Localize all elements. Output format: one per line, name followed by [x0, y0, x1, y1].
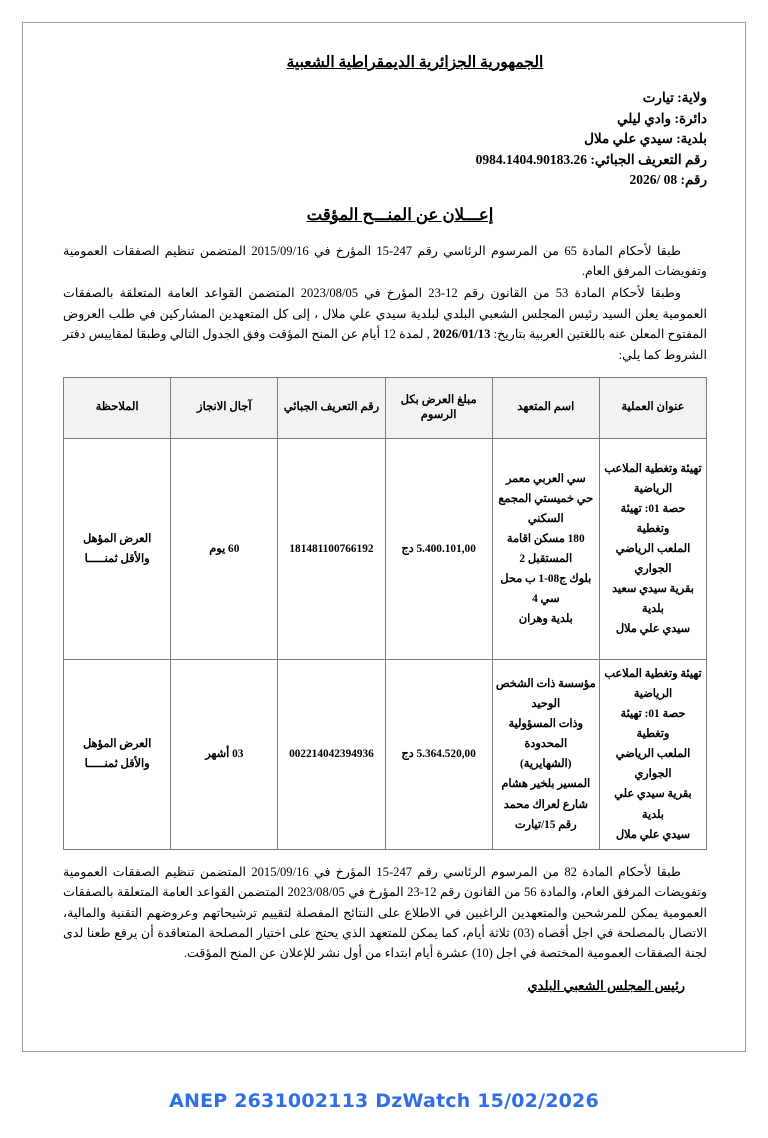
- cell-line: العرض المؤهل: [83, 738, 152, 751]
- cell-line: والأقل ثمنـــــا: [84, 552, 150, 565]
- cell-line: شارع لعراك محمد: [503, 798, 588, 811]
- cell-line: مؤسسة ذات الشخص الوحيد: [495, 677, 596, 711]
- intro-paragraph-2b: يعلن السيد رئيس المجلس الشعبي البلدي لبلدية سيدي علي ملال ، إلى كل المتعهدين المشاركين في طلب العروض المفتوح المعلن عنه باللغتين العربية بتاريخ:: [63, 306, 707, 342]
- wilaya-value: تيارت: [642, 90, 674, 105]
- tax-id-value: 0984.1404.90183.26: [475, 151, 588, 167]
- cell-line: المسير بلخير هشام: [501, 778, 591, 791]
- cell-line: بلوك ج08-1 ب محل سي 4: [500, 573, 592, 606]
- cell-line: سيدي علي ملال: [615, 623, 691, 636]
- cell-line: وذات المسؤولية المحدودة: [508, 718, 583, 751]
- daira-value: وادي ليلي: [616, 110, 672, 126]
- cell-line: حصة 01: تهيئة وتغطية: [620, 502, 686, 535]
- cell-bidder: [492, 438, 599, 659]
- cell-line: الرياضية: [633, 482, 673, 495]
- cell-line: سي العربي معمر: [505, 472, 586, 485]
- cell-line: بقرية سيدي علي بلدية: [614, 788, 692, 821]
- closing-paragraph: طبقا لأحكام المادة 82 من المرسوم الرئاسي رقم 247-15 المؤرخ في 2015/09/16 المتضمن تنظيم الصفقات العمومية وتفويضات المرفق العام، والمادة 56 من القانون رقم 12-23 المؤرخ في 2023/08/05 المتضمن القواعد العامة المتعلقة بالصفقات العمومية يمكن للمرشحين والمتعهدين الراغبين في الاطلاع على النتائج المفصلة لتقييم ترشيحاتهم وعروضهم التقنية والمالية، الاتصال بالمصلحة في اجل أقصاه (03) ثلاثة أيام، كما يمكن للمتعهد الذي يحتج على اختيار المصلحة المتعاقدة أن يرفع طعنا لدى لجنة الصفقات العمومية المختصة في اجل (10) عشرة أيام ابتداء من أول نشر للإعلان عن المنح المؤقت.: [63, 864, 707, 961]
- cell-operation: [599, 438, 706, 659]
- intro-paragraph-2: [63, 283, 707, 365]
- column-header-amount: مبلغ العرض بكل الرسوم: [385, 377, 492, 438]
- daira-line: [69, 109, 707, 130]
- number-line: [69, 170, 707, 191]
- document-body: [63, 39, 707, 994]
- baladia-line: [69, 129, 707, 150]
- cell-line: حي خميستي المجمع السكني: [498, 492, 594, 525]
- cell-operation: [599, 659, 706, 849]
- cell-note: [64, 438, 171, 659]
- cell-line: تهيئة وتغطية الملاعب: [604, 667, 702, 680]
- intro-paragraph-2a: وطبقا لأحكام المادة 53 من القانون رقم 12-23 المؤرخ في 2023/08/05 المتضمن القواعد العامة المتعلقة بالصفقات العمومية: [63, 286, 707, 321]
- cell-tax-number: 002214042394936: [278, 659, 385, 849]
- wilaya-line: [69, 88, 707, 109]
- cell-line: رقم 15/تيارت: [514, 818, 577, 831]
- cell-tax-number: 181481100766192: [278, 438, 385, 659]
- republic-header: الجمهورية الجزائرية الديمقراطية الشعبية: [286, 54, 544, 71]
- page-title: إعـــلان عن المنـــح المؤقت: [306, 204, 494, 224]
- column-header-tax-number: رقم التعريف الجبائي: [278, 377, 385, 438]
- cell-bidder: [492, 659, 599, 849]
- table-row: [64, 438, 707, 659]
- cell-line: بقرية سيدي سعيد بلدية: [612, 583, 694, 616]
- signature-title: رئيس المجلس الشعبي البلدي: [527, 977, 685, 993]
- column-header-duration: آجال الانجاز: [171, 377, 278, 438]
- baladia-label: بلدية:: [676, 131, 707, 147]
- cell-note: [64, 659, 171, 849]
- cell-line: الرياضية: [633, 688, 673, 701]
- number-value: 08 /2026: [629, 172, 678, 188]
- cell-line: والأقل ثمنـــــا: [84, 758, 150, 771]
- cell-line: العرض المؤهل: [83, 532, 152, 545]
- cell-line: سيدي علي ملال: [615, 828, 691, 841]
- cell-line: الملعب الرياضي الجواري: [615, 542, 691, 575]
- cell-amount: 5.400.101,00 دج: [385, 438, 492, 659]
- intro-paragraph-1: طبقا لأحكام المادة 65 من المرسوم الرئاسي رقم 247-15 المؤرخ في 2015/09/16 المتضمن تنظيم الصفقات العمومية وتفويضات المرفق العام.: [63, 243, 707, 278]
- table-row: [64, 659, 707, 849]
- cell-line: (الشهايرية): [520, 758, 572, 771]
- tax-id-line: [69, 150, 707, 171]
- cell-line: 180 مسكن اقامة المستقبل 2: [506, 532, 585, 565]
- cell-line: الملعب الرياضي الجواري: [615, 748, 691, 781]
- cell-amount: 5.364.520,00 دج: [385, 659, 492, 849]
- identity-block: [63, 88, 707, 191]
- tax-id-label: رقم التعريف الجبائي:: [590, 151, 707, 167]
- number-label: رقم:: [680, 172, 707, 188]
- document-sheet: [22, 22, 746, 1052]
- cell-line: حصة 01: تهيئة وتغطية: [620, 708, 686, 741]
- column-header-note: الملاحظة: [64, 377, 171, 438]
- baladia-value: سيدي علي ملال: [584, 131, 673, 147]
- cell-duration: 03 أشهر: [171, 659, 278, 849]
- daira-label: دائرة:: [674, 110, 707, 126]
- wilaya-label: ولاية:: [677, 90, 707, 105]
- table-header-row: [64, 377, 707, 438]
- award-date: 2026/01/13: [433, 327, 491, 342]
- award-table: [63, 377, 707, 850]
- intro-paragraph-2c: , لمدة 12 أيام عن المنح المؤقت وفق الجدول التالي وطبقا لمقاييس دفتر الشروط كما يلي:: [63, 327, 707, 362]
- column-header-operation: عنوان العملية: [599, 377, 706, 438]
- cell-duration: 60 يوم: [171, 438, 278, 659]
- anep-footer: ANEP 2631002113 DzWatch 15/02/2026: [169, 1090, 599, 1112]
- column-header-bidder: اسم المتعهد: [492, 377, 599, 438]
- cell-line: تهيئة وتغطية الملاعب: [604, 462, 702, 475]
- cell-line: بلدية وهران: [518, 613, 573, 626]
